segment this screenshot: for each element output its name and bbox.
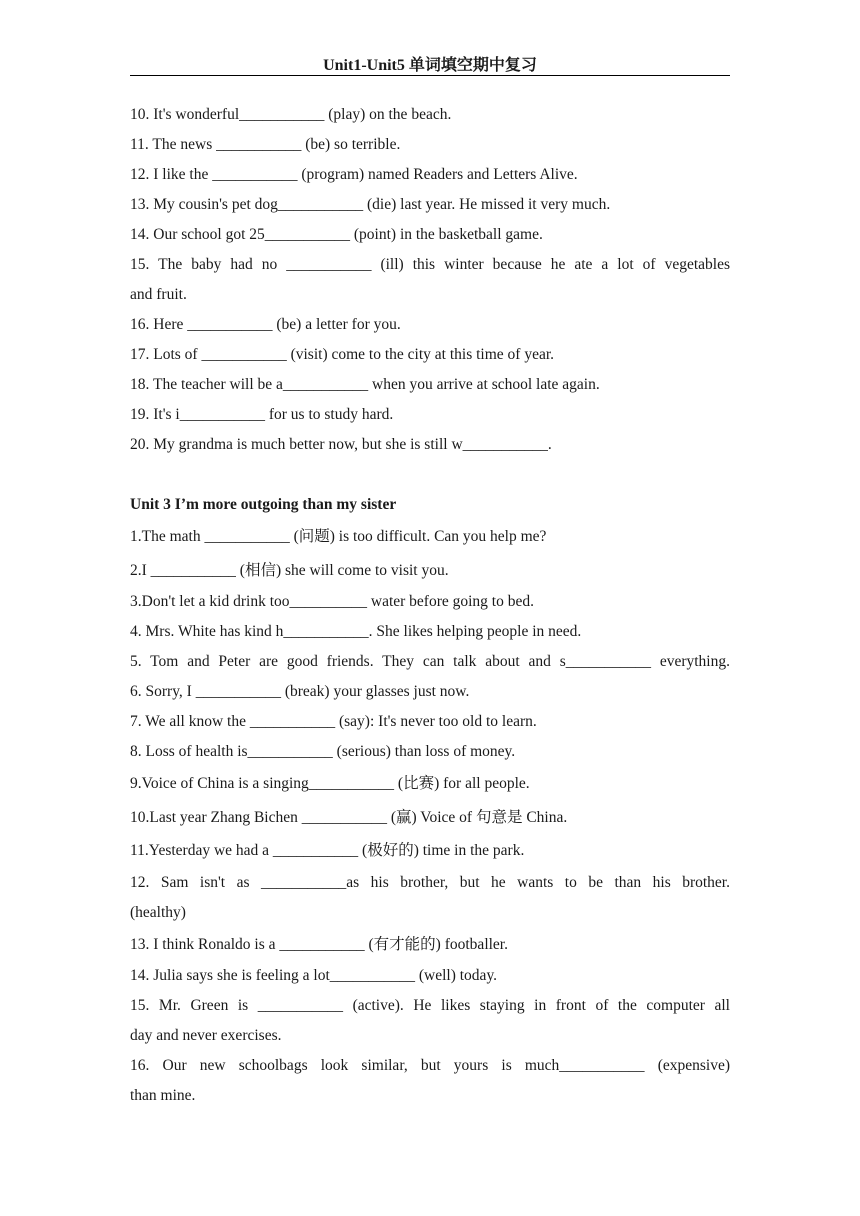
exercise-line: 15. Mr. Green is ___________ (active). He likes staying in front of the computer all [130,997,730,1014]
exercise-line: 11.Yesterday we had a ___________ (极好的) time in the park. [130,842,525,859]
header-divider [130,75,730,76]
exercise-line: 10.Last year Zhang Bichen ___________ (赢) Voice of 句意是 China. [130,808,568,826]
exercise-line: 18. The teacher will be a___________ when you arrive at school late again. [130,376,600,393]
exercise-line: 14. Julia says she is feeling a lot___________ (well) today. [130,967,498,984]
page-header-title: Unit1-Unit5 单词填空期中复习 [323,57,537,74]
exercise-line: 9.Voice of China is a singing___________ (比赛) for all people. [130,775,530,792]
exercise-line: 20. My grandma is much better now, but she is still w___________. [130,436,552,453]
exercise-line: 3.Don't let a kid drink too__________ water before going to bed. [130,593,534,610]
exercise-line: 7. We all know the ___________ (say): It's never too old to learn. [130,713,537,730]
exercise-line: 12. I like the ___________ (program) named Readers and Letters Alive. [130,166,578,183]
section-title: Unit 3 I’m more outgoing than my sister [130,496,397,513]
exercise-line: 16. Our new schoolbags look similar, but yours is much___________ (expensive) [130,1057,730,1074]
exercise-line: 12. Sam isn't as ___________as his brother, but he wants to be than his brother. [130,873,730,891]
exercise-line: 19. It's i___________ for us to study hard. [130,406,394,423]
exercise-line: 16. Here ___________ (be) a letter for you. [130,316,401,333]
exercise-line: 14. Our school got 25___________ (point) in the basketball game. [130,226,543,243]
exercise-line: 17. Lots of ___________ (visit) come to the city at this time of year. [130,346,555,363]
exercise-line: 4. Mrs. White has kind h___________. She likes helping people in need. [130,623,582,640]
exercise-line: 5. Tom and Peter are good friends. They can talk about and s___________ everything. [130,653,730,670]
exercise-line: 1.The math ___________ (问题) is too difficult. Can you help me? [130,528,547,545]
exercise-line: 10. It's wonderful___________ (play) on the beach. [130,106,452,123]
exercise-line-continued: (healthy) [130,903,186,921]
spacer [130,460,730,490]
exercise-line-continued: day and never exercises. [130,1027,282,1044]
exercise-line: 11. The news ___________ (be) so terrible. [130,136,401,153]
exercise-line: 13. My cousin's pet dog___________ (die) last year. He missed it very much. [130,196,611,213]
exercise-line: 2.I ___________ (相信) she will come to visit you. [130,561,449,579]
exercise-line-continued: and fruit. [130,286,187,303]
exercise-line: 8. Loss of health is___________ (serious) than loss of money. [130,743,516,760]
exercise-line: 13. I think Ronaldo is a ___________ (有才能的) footballer. [130,935,508,953]
exercise-line: 6. Sorry, I ___________ (break) your glasses just now. [130,683,470,700]
exercise-line: 15. The baby had no ___________ (ill) this winter because he ate a lot of vegetables [130,256,730,273]
exercise-content [130,100,730,1111]
exercise-line-continued: than mine. [130,1087,196,1104]
